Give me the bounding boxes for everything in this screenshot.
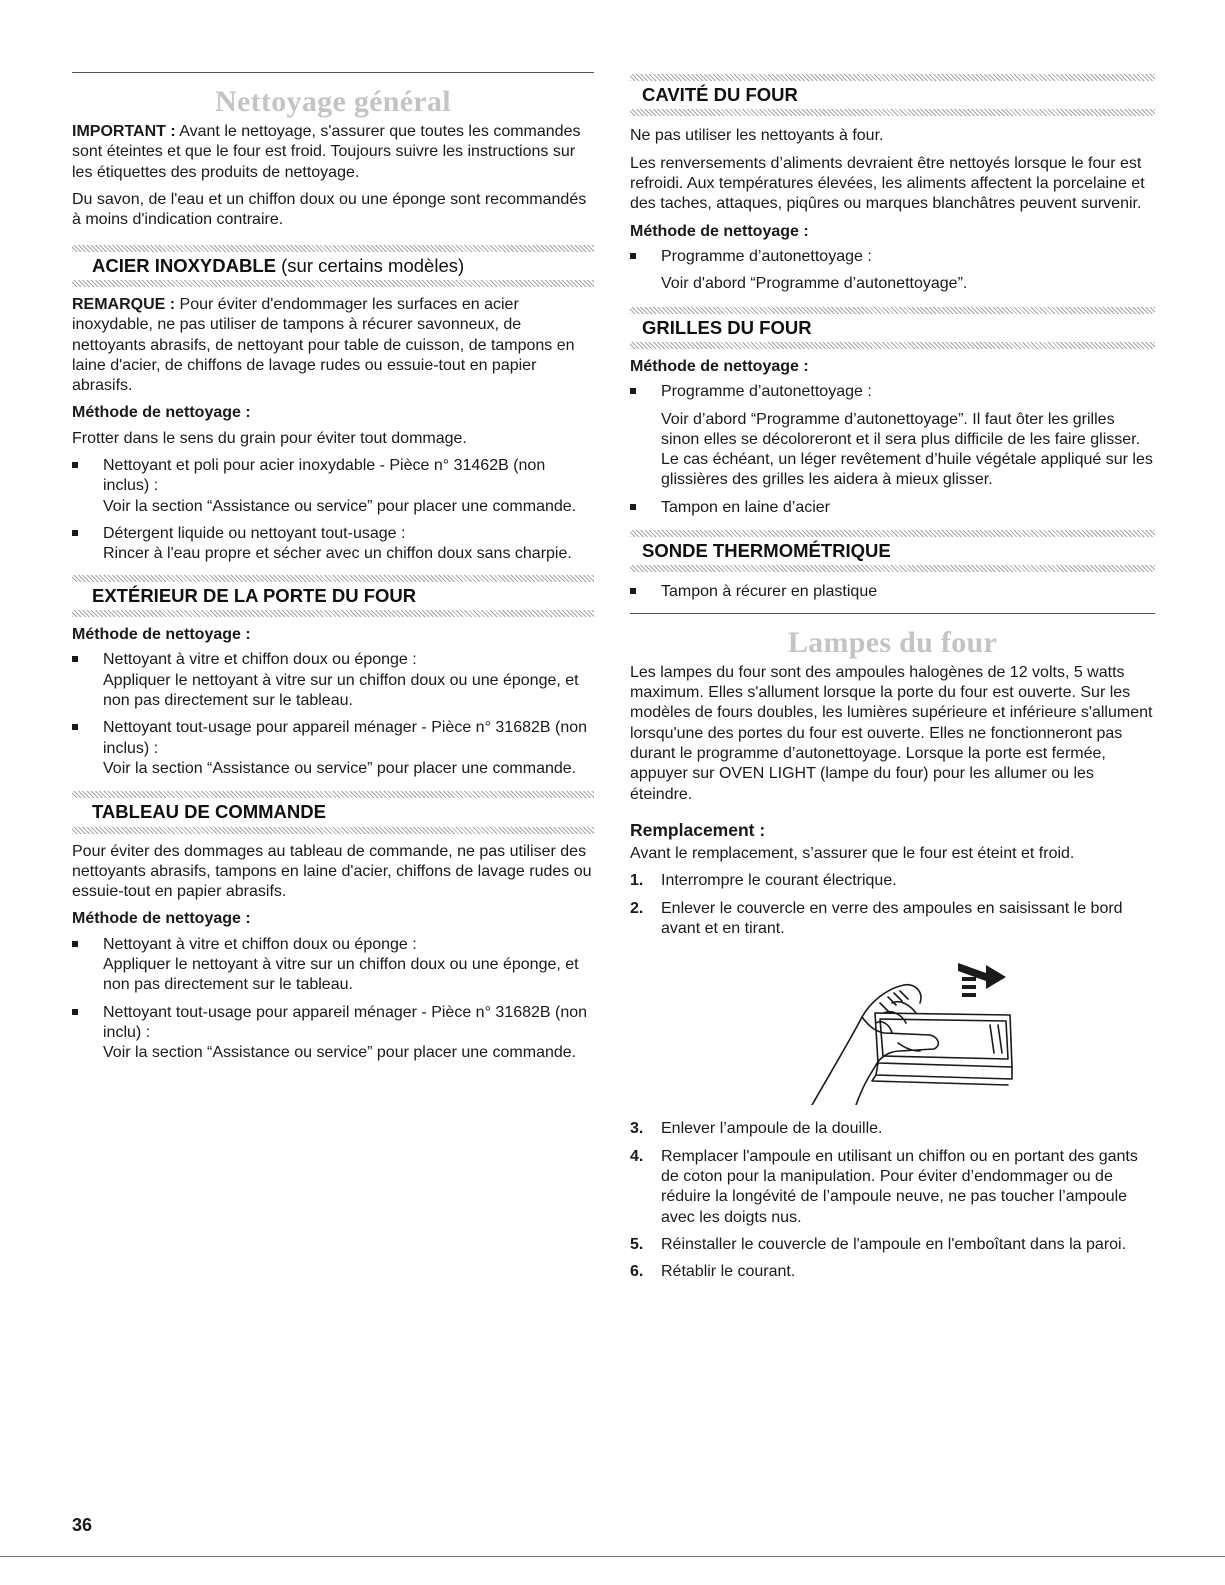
heading-cavite: CAVITÉ DU FOUR: [642, 84, 798, 105]
list-item-detail: Rincer à l'eau propre et sécher avec un chiffon doux sans charpie.: [103, 545, 572, 563]
list-item-title: Programme d’autonettoyage :: [661, 383, 872, 401]
cavite-list: [630, 247, 1155, 267]
step-number: 5.: [630, 1235, 644, 1253]
list-item-detail: Appliquer le nettoyant à vitre sur un chiffon doux ou une éponge, et non pas directement sur le tableau.: [103, 956, 579, 994]
section-divider: [630, 342, 1155, 349]
method-label: Méthode de nettoyage :: [72, 910, 251, 928]
remplacement-text: Avant le remplacement, s’assurer que le four est éteint et froid.: [630, 845, 1075, 863]
list-item: [72, 1003, 594, 1064]
important-text: Avant le nettoyage, s'assurer que toutes les commandes sont éteintes et que le four est froid. Toujours suivre les instructions sur les étiquettes des produits de nettoyage.: [72, 123, 581, 181]
list-item: [72, 456, 594, 517]
section-divider: [72, 610, 594, 617]
list-item-detail: Voir la section “Assistance ou service” pour placer une commande.: [103, 497, 577, 515]
lampes-text: Les lampes du four sont des ampoules halogènes de 12 volts, 5 watts maximum. Elles s'allument lorsque la porte du four est ouverte. Sur les modèles de fours doubles, les lumières supérieure et inférieure s'allument lorsqu'une des portes du four est ouverte. Elles ne fonctionneront pas durant le programme d’autonettoyage. Lorsque la porte est fermée, appuyer sur OVEN LIGHT (lampe du four) pour les allumer ou les éteindre.: [630, 663, 1153, 803]
method-label: Méthode de nettoyage :: [72, 626, 251, 643]
list-item: [630, 382, 1155, 402]
list-item-title: Nettoyant à vitre et chiffon doux ou éponge :: [103, 935, 417, 953]
list-item-detail: Appliquer le nettoyant à vitre sur un chiffon doux ou une éponge, et non pas directement sur le tableau.: [103, 671, 579, 709]
list-item-title: Tampon en laine d’acier: [661, 498, 830, 516]
heading-acier-text: ACIER INOXYDABLE: [92, 254, 276, 276]
list-item: [630, 498, 1155, 518]
section-divider: [72, 575, 594, 582]
step-text: Réinstaller le couvercle de l'ampoule en l'emboîtant dans la paroi.: [661, 1235, 1127, 1253]
remarque-label: REMARQUE :: [72, 295, 176, 313]
heading-grilles: GRILLES DU FOUR: [642, 316, 812, 338]
step-text: Enlever l’ampoule de la douille.: [661, 1120, 883, 1138]
step-number: 6.: [630, 1263, 644, 1281]
step-text: Interrompre le courant électrique.: [661, 872, 897, 890]
cavite-text-2: Les renversements d’aliments devraient être nettoyés lorsque le four est refroidi. Aux températures élevées, les aliments affectent la porcelaine et des taches, attaques, piqûres ou marques blanchâtres peuvent survenir.: [630, 154, 1145, 213]
step-item: [630, 1235, 1155, 1255]
section-title-nettoyage: Nettoyage général: [215, 85, 451, 118]
step-number: 4.: [630, 1147, 644, 1165]
section-divider: [630, 565, 1155, 572]
steps-list-b: [630, 1119, 1155, 1282]
acier-text: Frotter dans le sens du grain pour éviter tout dommage.: [72, 429, 467, 447]
list-item-title: Programme d’autonettoyage :: [661, 247, 872, 265]
heading-tableau: TABLEAU DE COMMANDE: [92, 801, 326, 823]
list-item-title: Nettoyant et poli pour acier inoxydable - Pièce n° 31462B (non inclus) :: [103, 457, 546, 495]
tableau-list: [72, 935, 594, 1064]
list-item: [72, 524, 594, 565]
list-item: [630, 247, 1155, 267]
acier-list: [72, 456, 594, 565]
step-text: Remplacer l'ampoule en utilisant un chiffon ou en portant des gants de coton pour la manipulation. Pour éviter d’endommager ou de réduire la longévité de l’ampoule neuve, ne pas toucher l’ampoule avec les doigts nus.: [661, 1147, 1138, 1226]
list-item-title: Nettoyant tout-usage pour appareil ménager - Pièce n° 31682B (non inclu) :: [103, 1003, 588, 1042]
step-number: 2.: [630, 899, 644, 917]
remarque-paragraph: [72, 295, 594, 397]
remplacement-heading: Remplacement :: [630, 819, 766, 840]
step-item: [630, 871, 1155, 891]
grilles-item-detail: Voir d’abord “Programme d’autonettoyage”. Il faut ôter les grilles sinon elles se décoloreront et il sera plus difficile de les faire glisser. Le cas échéant, un léger revêtement d’huile végétale appliqué sur les glissières des grilles les aidera à mieux glisser.: [661, 410, 1153, 489]
step-number: 1.: [630, 872, 644, 890]
cavite-item-detail: Voir d'abord “Programme d’autonettoyage”.: [661, 275, 968, 293]
pull-arrow-icon: [958, 963, 1006, 997]
list-item-title: Nettoyant à vitre et chiffon doux ou éponge :: [103, 651, 417, 669]
right-column: [630, 0, 1155, 1290]
steps-list-a: [630, 871, 1155, 939]
heading-sonde: SONDE THERMOMÉTRIQUE: [642, 540, 891, 562]
left-column: [72, 0, 594, 1071]
step-item: [630, 1147, 1155, 1228]
heading-acier-suffix: (sur certains modèles): [276, 254, 465, 276]
section-divider: [630, 530, 1155, 537]
section-divider: [630, 109, 1155, 116]
section-divider: [72, 245, 594, 252]
hand-removing-lamp-cover-drawing: [780, 955, 1040, 1105]
list-item: [630, 582, 1155, 602]
sonde-list: [630, 582, 1155, 602]
intro-paragraph: Du savon, de l'eau et un chiffon doux ou une éponge sont recommandés à moins d'indication contraire.: [72, 190, 587, 229]
step-text: Rétablir le courant.: [661, 1263, 796, 1281]
tableau-text: Pour éviter des dommages au tableau de commande, ne pas utiliser des nettoyants abrasifs, tampons en laine d'acier, chiffons de lavage rudes ou essuie-tout en papier abrasifs.: [72, 842, 592, 901]
grilles-list-2: [630, 498, 1155, 518]
section-title-lampes: Lampes du four: [787, 625, 998, 659]
list-item-title: Tampon à récurer en plastique: [661, 583, 878, 601]
list-item: [72, 935, 594, 996]
section-divider: [72, 827, 594, 834]
bottom-rule: [0, 1556, 1225, 1557]
list-item: [72, 650, 594, 711]
section-divider: [630, 74, 1155, 81]
method-label: Méthode de nettoyage :: [72, 404, 251, 422]
important-label: IMPORTANT :: [72, 123, 176, 140]
section-divider: [630, 307, 1155, 314]
section-rule: [630, 613, 1155, 614]
cavite-text-1: Ne pas utiliser les nettoyants à four.: [630, 127, 884, 145]
exterieur-list: [72, 650, 594, 779]
page-number: 36: [72, 1515, 93, 1535]
step-number: 3.: [630, 1120, 644, 1138]
top-rule: [72, 72, 594, 73]
heading-acier: [92, 256, 594, 276]
lamp-cover-illustration: [630, 955, 1155, 1105]
step-item: [630, 1119, 1155, 1139]
list-item-detail: Voir la section “Assistance ou service” pour placer une commande.: [103, 759, 577, 777]
list-item-title: Détergent liquide ou nettoyant tout-usage :: [103, 525, 406, 543]
method-label: Méthode de nettoyage :: [630, 357, 809, 375]
section-divider: [72, 791, 594, 798]
list-item-title: Nettoyant tout-usage pour appareil ménager - Pièce n° 31682B (non inclus) :: [103, 719, 588, 757]
heading-exterieur: EXTÉRIEUR DE LA PORTE DU FOUR: [92, 584, 417, 606]
section-divider: [72, 280, 594, 287]
step-item: [630, 1262, 1155, 1282]
step-text: Enlever le couvercle en verre des ampoules en saisissant le bord avant et en tirant.: [661, 899, 1123, 938]
remarque-text: Pour éviter d'endommager les surfaces en acier inoxydable, ne pas utiliser de tampons à récurer savonneux, de nettoyants abrasifs, de nettoyant pour table de cuisson, de tampons en laine d'acier, de chiffons de lavage rudes ou essuie-tout en papier abrasifs.: [72, 295, 575, 395]
list-item-detail: Voir la section “Assistance ou service” pour placer une commande.: [103, 1044, 577, 1062]
important-paragraph: [72, 122, 594, 183]
step-item: [630, 899, 1155, 940]
grilles-list: [630, 382, 1155, 402]
list-item: [72, 718, 594, 779]
method-label: Méthode de nettoyage :: [630, 222, 809, 240]
